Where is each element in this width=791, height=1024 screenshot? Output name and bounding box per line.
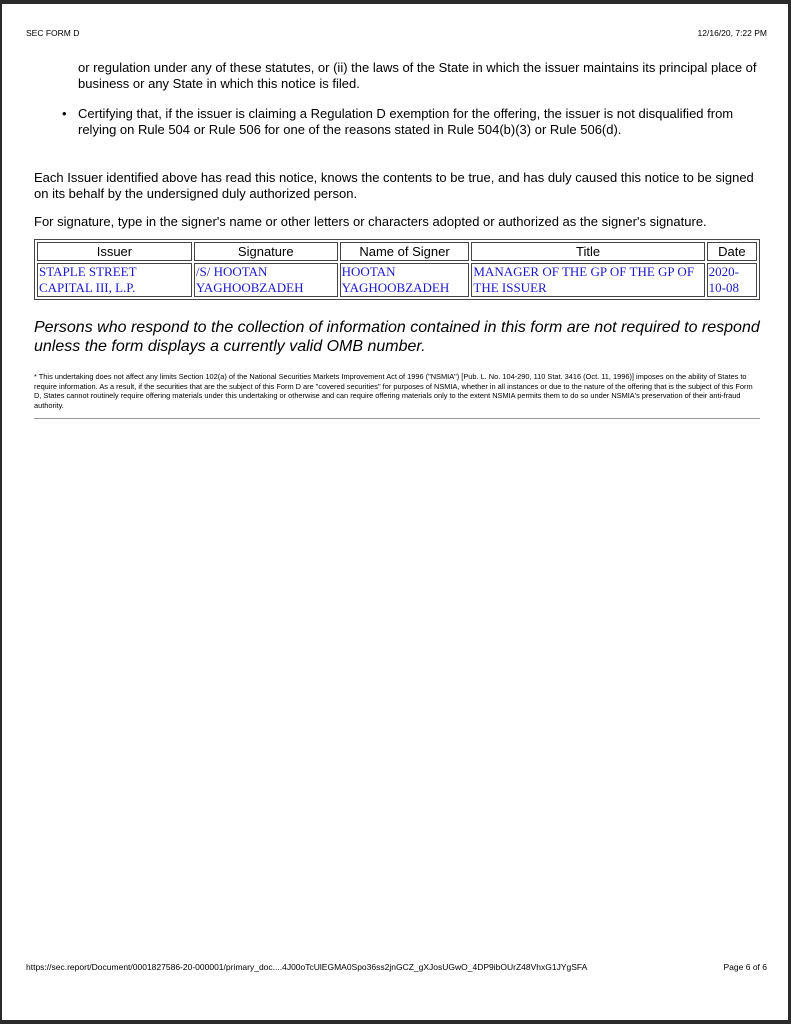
cell-issuer: STAPLE STREET CAPITAL III, L.P.	[37, 263, 192, 297]
horizontal-divider	[34, 418, 760, 419]
footer-page-number: Page 6 of 6	[723, 962, 767, 972]
document-content	[34, 60, 760, 419]
col-header-date: Date	[707, 242, 757, 261]
omb-notice: Persons who respond to the collection of information contained in this form are not required to respond unless the form displays a currently valid OMB number.	[34, 319, 760, 355]
cell-title: MANAGER OF THE GP OF THE GP OF THE ISSUER	[471, 263, 704, 297]
col-header-issuer: Issuer	[37, 242, 192, 261]
footer-url: https://sec.report/Document/0001827586-20-000001/primary_doc....4J00oTcUlEGMA0Spo36ss2jnGCZ_gXJosUGwO_4DP9ibOUrZ48VhxG1JYgSFA	[26, 962, 588, 972]
cell-date: 2020-10-08	[707, 263, 757, 297]
signature-table-header-row	[37, 242, 757, 261]
bullet-marker: •	[62, 106, 67, 121]
signature-table	[34, 239, 760, 300]
col-header-signature: Signature	[194, 242, 338, 261]
document-page	[2, 4, 788, 1020]
header-title: SEC FORM D	[26, 28, 80, 38]
col-header-title: Title	[471, 242, 704, 261]
certification-bullet	[62, 106, 760, 138]
cell-signature: /S/ HOOTAN YAGHOOBZADEH	[194, 263, 338, 297]
nsmia-footnote: * This undertaking does not affect any limits Section 102(a) of the National Securities Markets Improvement Act of 1996 ("NSMIA") [Pub. L. No. 104-290, 110 Stat. 3416 (Oct. 11, 1996)] imposes on the ability of States to require information. As a result, if the securities that are the subject of this Form D are "covered securities" for purposes of NSMIA, whether in all instances or due to the nature of the offering that is the subject of this Form D, States cannot routinely require offering materials under this undertaking or otherwise and can require offering materials only to the extent NSMIA permits them to do so under NSMIA's preservation of their anti-fraud authority.	[34, 372, 753, 410]
continuation-paragraph: or regulation under any of these statutes, or (ii) the laws of the State in which the issuer maintains its principal place of business or any State in which this notice is filed.	[78, 60, 757, 91]
bullet-text: Certifying that, if the issuer is claiming a Regulation D exemption for the offering, the issuer is not disqualified from relying on Rule 504 or Rule 506 for one of the reasons stated in Rule 504(b)(3) or Rule 506(d).	[78, 106, 734, 137]
cell-name-of-signer: HOOTAN YAGHOOBZADEH	[340, 263, 470, 297]
signature-instruction: For signature, type in the signer's name or other letters or characters adopted or authorized as the signer's signature.	[34, 214, 707, 229]
each-issuer-paragraph: Each Issuer identified above has read this notice, knows the contents to be true, and has duly caused this notice to be signed on its behalf by the undersigned duly authorized person.	[34, 170, 754, 201]
col-header-name-of-signer: Name of Signer	[340, 242, 470, 261]
table-row	[37, 263, 757, 297]
header-datetime: 12/16/20, 7:22 PM	[697, 28, 767, 38]
